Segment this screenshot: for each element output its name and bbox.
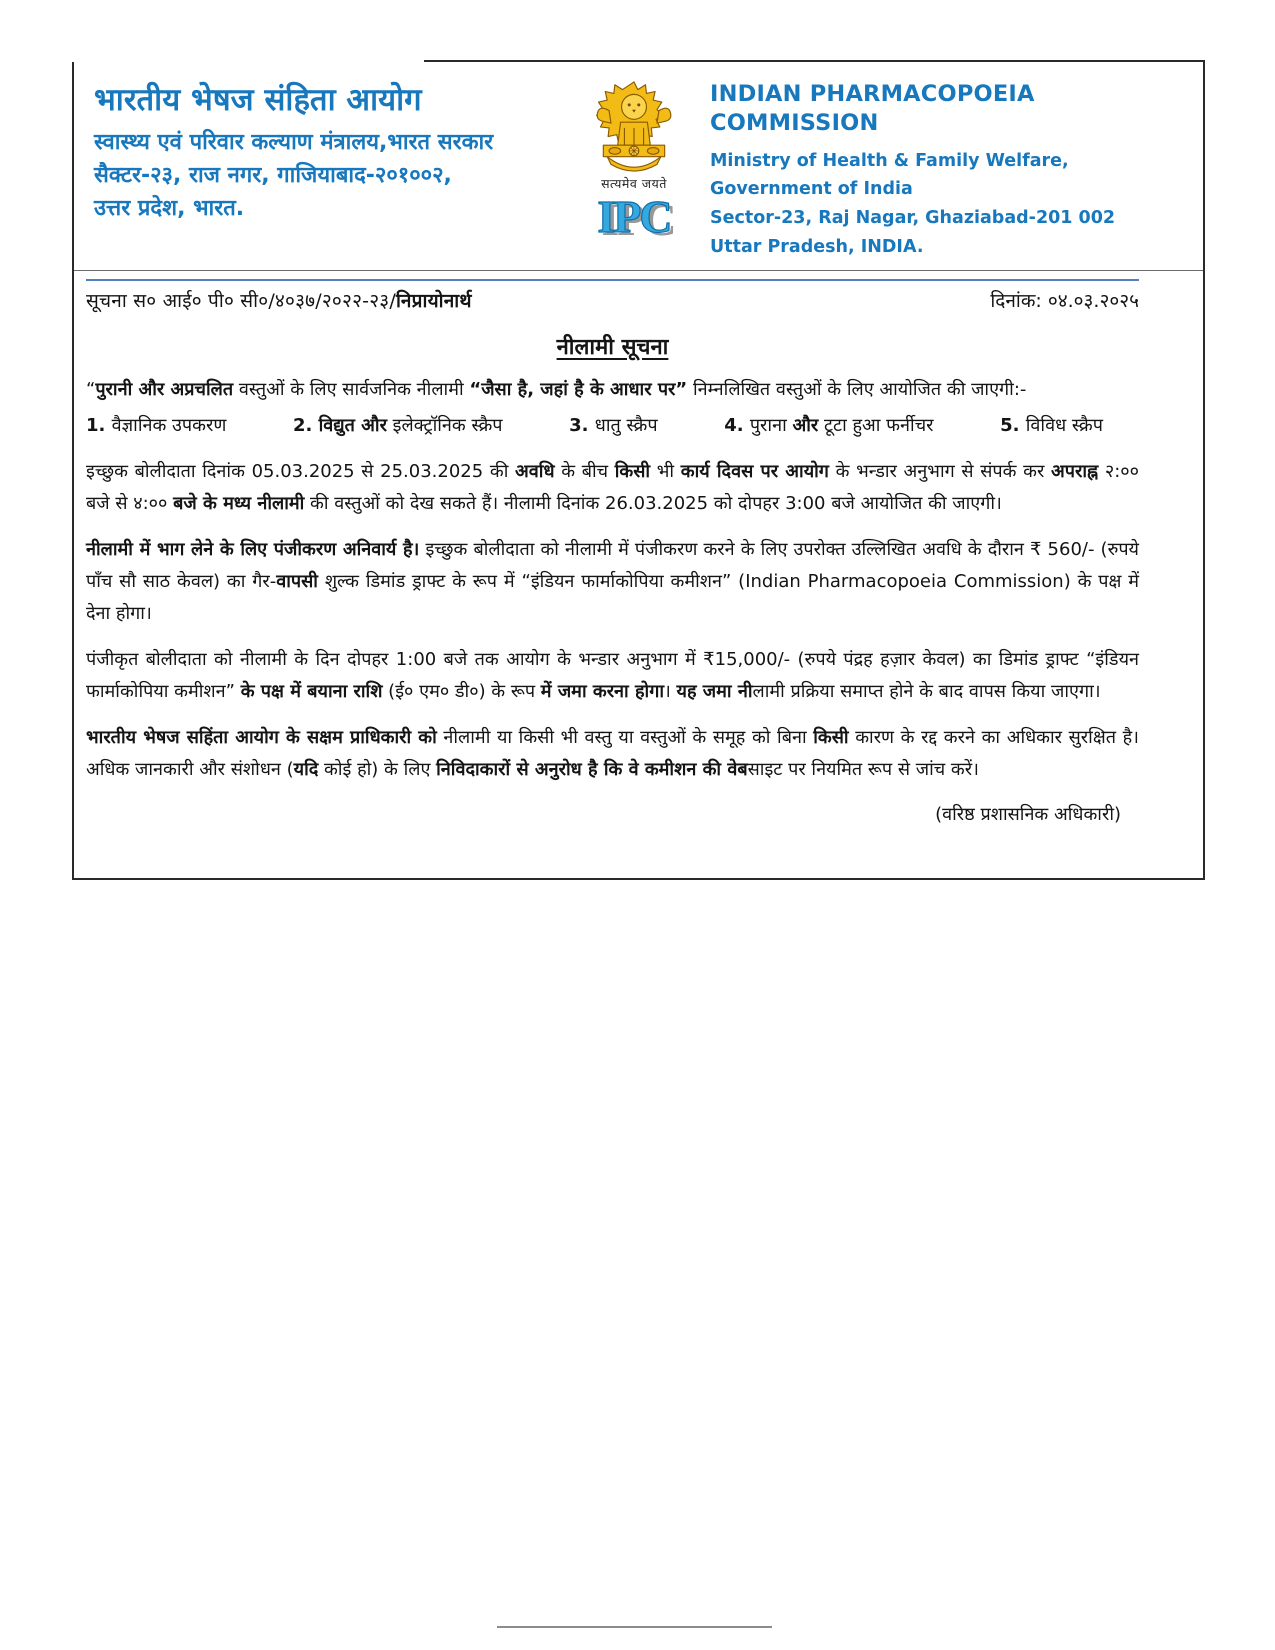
ipc-logo: IPC: [597, 191, 671, 242]
notice-date: दिनांक: ०४.०३.२०२५: [990, 290, 1139, 312]
inspection-paragraph: इच्छुक बोलीदाता दिनांक 05.03.2025 से 25.03.2025 की अवधि के बीच किसी भी कार्य दिवस पर आयोग के भन्डार अनुभाग से संपर्क कर अपराह्न २:०० बजे से ४:०० बजे के मध्य नीलामी की वस्तुओं को देख सकते हैं। नीलामी दिनांक 26.03.2025 को दोपहर 3:00 बजे आयोजित की जाएगी।: [86, 460, 1140, 515]
list-item-old-furniture: 4. पुराना और टूटा हुआ फर्नीचर: [724, 415, 934, 437]
page-footer-line: [497, 1626, 772, 1628]
intro-paragraph: “पुरानी और अप्रचलित वस्तुओं के लिए सार्वजनिक नीलामी “जैसा है, जहां है के आधार पर” निम्नलिखित वस्तुओं के लिए आयोजित की जाएगी:-: [86, 379, 1027, 400]
org-title-hindi: भारतीय भेषज संहिता आयोग: [94, 82, 422, 118]
org-name-hindi-block: [94, 80, 564, 225]
list-item-misc-scrap: 5. विविध स्क्रैप: [1000, 415, 1103, 437]
signatory-title: (वरिष्ठ प्रशासनिक अधिकारी): [935, 804, 1121, 826]
auction-items-list: [86, 410, 1139, 442]
org-state-english: Uttar Pradesh, INDIA.: [710, 237, 924, 258]
emblem-column: [564, 78, 704, 240]
header-separator-dark: [74, 270, 1203, 271]
emd-paragraph: पंजीकृत बोलीदाता को नीलामी के दिन दोपहर 1:00 बजे तक आयोग के भन्डार अनुभाग में ₹15,000/- (रुपये पंद्रह हज़ार केवल) का डिमांड ड्राफ्ट “इंडियन फार्माकोपिया कमीशन” के पक्ष में बयाना राशि (ई० एम० डी०) के रूप में जमा करना होगा। यह जमा नीलामी प्रक्रिया समाप्त होने के बाद वापस किया जाएगा।: [86, 648, 1139, 703]
emblem-motto: सत्यमेव जयते: [601, 176, 667, 191]
org-address-hindi: सैक्टर-२३, राज नगर, गाजियाबाद-२०१००२,: [94, 162, 452, 188]
reference-number: सूचना स० आई० पी० सी०/४०३७/२०२२-२३/निप्रायोनार्थ: [86, 290, 472, 312]
letterhead: [86, 76, 1139, 268]
ashoka-emblem-icon: [588, 78, 680, 174]
org-ministry-hindi: स्वास्थ्य एवं परिवार कल्याण मंत्रालय,भारत सरकार: [94, 129, 494, 155]
registration-paragraph: नीलामी में भाग लेने के लिए पंजीकरण अनिवार्य है। इच्छुक बोलीदाता को नीलामी में पंजीकरण करने के लिए उपरोक्त उल्लिखित अवधि के दौरान ₹ 560/- (रुपये पाँच सौ साठ केवल) का गैर-वापसी शुल्क डिमांड ड्राफ्ट के रूप में “इंडियन फार्माकोपिया कमीशन” (Indian Pharmacopoeia Commission) के पक्ष में देना होगा।: [86, 538, 1140, 625]
rights-paragraph: भारतीय भेषज सहिंता आयोग के सक्षम प्राधिकारी को नीलामी या किसी भी वस्तु या वस्तुओं के समूह को बिना किसी कारण के रद्द करने का अधिकार सुरक्षित है। अधिक जानकारी और संशोधन (यदि कोई हो) के लिए निविदाकारों से अनुरोध है कि वे कमीशन की वेबसाइट पर नियमित रूप से जांच करें।: [86, 726, 1139, 780]
notice-border-box: [72, 62, 1205, 880]
org-title-english: INDIAN PHARMACOPOEIA COMMISSION: [710, 81, 1035, 137]
list-item-electric-scrap: 2. विद्युत और इलेक्ट्रॉनिक स्क्रैप: [292, 415, 503, 437]
header-separator-blue: [86, 279, 1139, 281]
notice-title: नीलामी सूचना: [556, 335, 669, 360]
org-ministry-english: Ministry of Health & Family Welfare, Government of India: [710, 150, 1069, 200]
list-item-scientific-equipment: 1. वैज्ञानिक उपकरण: [86, 415, 227, 437]
org-address-english: Sector-23, Raj Nagar, Ghaziabad-201 002: [710, 208, 1116, 229]
list-item-metal-scrap: 3. धातु स्क्रैप: [569, 415, 658, 437]
reference-row: [86, 287, 1139, 313]
org-name-english-block: [704, 80, 1139, 262]
org-state-hindi: उत्तर प्रदेश, भारत.: [94, 195, 245, 221]
box-top-border: [424, 60, 1205, 62]
